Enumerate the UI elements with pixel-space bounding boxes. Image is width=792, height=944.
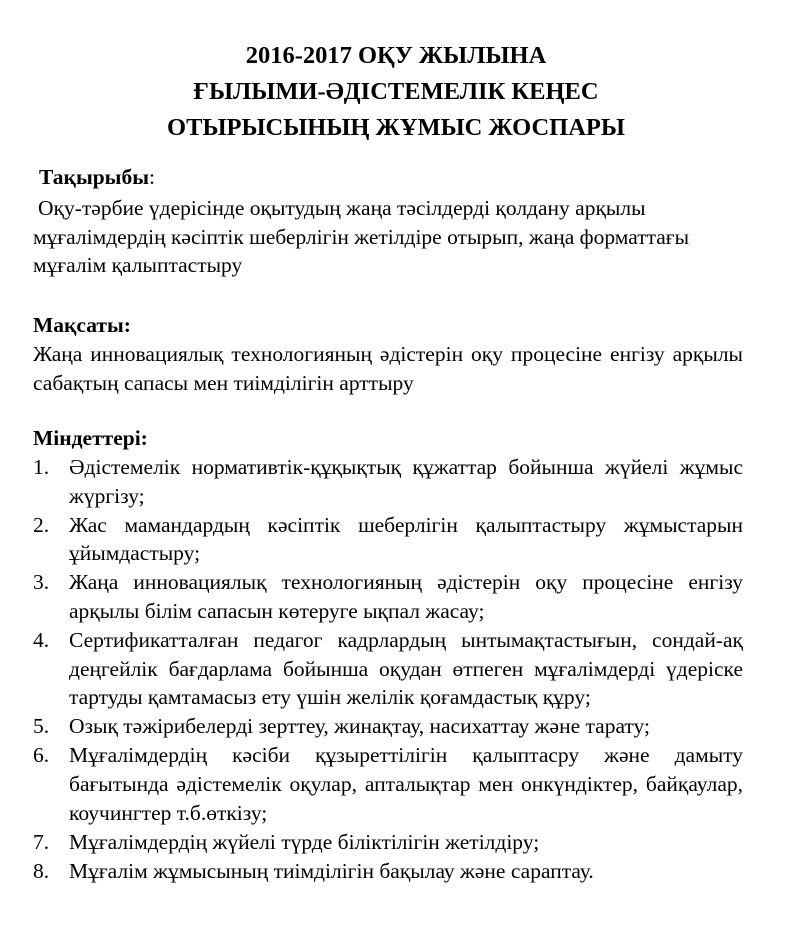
tasks-label: Міндеттері: bbox=[33, 426, 148, 450]
title-line-3: ОТЫРЫСЫНЫҢ ЖҰМЫС ЖОСПАРЫ bbox=[167, 114, 625, 141]
task-number: 8. bbox=[33, 858, 50, 883]
goal-label: Мақсаты: bbox=[33, 313, 131, 337]
task-text: Мұғалімдердің жүйелі түрде біліктілігін жетілдіру; bbox=[69, 829, 540, 854]
topic-label: Тақырыбы bbox=[39, 165, 150, 189]
title-line-1: 2016-2017 ОҚУ ЖЫЛЫНА bbox=[245, 42, 547, 69]
task-item-4 bbox=[33, 626, 743, 712]
tasks-list bbox=[33, 453, 743, 886]
task-item-1 bbox=[33, 453, 743, 510]
task-item-3 bbox=[33, 568, 743, 625]
topic-label-colon: : bbox=[149, 165, 155, 189]
task-item-6 bbox=[33, 741, 743, 827]
document-title bbox=[0, 38, 792, 146]
task-text: Озық тәжірибелерді зерттеу, жинақтау, насихаттау және тарату; bbox=[69, 714, 650, 739]
task-text: Сертификатталған педагог кадрлардың ынтымақтастығын, сондай-ақ деңгейлік бағдарлама бойынша оқудан өтпеген мұғалімдерді үдеріске тартуды қамтамасыз ету үшін желілік қоғамдастық құру; bbox=[69, 628, 743, 710]
topic-heading bbox=[39, 163, 155, 192]
task-number: 3. bbox=[33, 570, 50, 595]
task-item-2 bbox=[33, 511, 743, 568]
task-text: Мұғалімдердің кәсіби құзыреттілігін қалыптасру және дамыту бағытында әдістемелік оқулар, апталықтар мен онкүндіктер, байқаулар, коучингтер т.б.өткізу; bbox=[69, 743, 743, 825]
task-text: Мұғалім жұмысының тиімділігін бақылау және сараптау. bbox=[69, 858, 594, 883]
task-item-7 bbox=[33, 828, 743, 857]
task-item-8 bbox=[33, 857, 743, 886]
task-number: 7. bbox=[33, 829, 50, 854]
task-number: 1. bbox=[33, 455, 50, 479]
task-text: Жас мамандардың кәсіптік шеберлігін қалыптастыру жұмыстарын ұйымдастыру; bbox=[69, 512, 743, 566]
task-number: 6. bbox=[33, 743, 50, 768]
task-text: Әдістемелік нормативтік-құқықтық құжаттар бойынша жүйелі жұмыс жүргізу; bbox=[69, 455, 743, 508]
title-line-2: ҒЫЛЫМИ-ӘДІСТЕМЕЛІК КЕҢЕС bbox=[193, 78, 599, 105]
goal-text: Жаңа инновациялық технологияның әдістерін оқу процесіне енгізу арқылы сабақтың сапасы мен тиімділігін арттыру bbox=[33, 342, 743, 395]
task-number: 4. bbox=[33, 628, 50, 653]
task-number: 5. bbox=[33, 714, 50, 739]
task-number: 2. bbox=[33, 512, 50, 537]
task-text: Жаңа инновациялық технологияның әдістерін оқу процесіне енгізу арқылы білім сапасын көтеруге ықпал жасау; bbox=[69, 570, 743, 623]
task-item-5 bbox=[33, 712, 743, 741]
topic-text: Оқу-тәрбие үдерісінде оқытудың жаңа тәсілдерді қолдану арқылы мұғалімдердің кәсіптік шеберлігін жетілдіре отырып, жаңа форматтағы мұғалім қалыптастыру bbox=[33, 196, 690, 277]
